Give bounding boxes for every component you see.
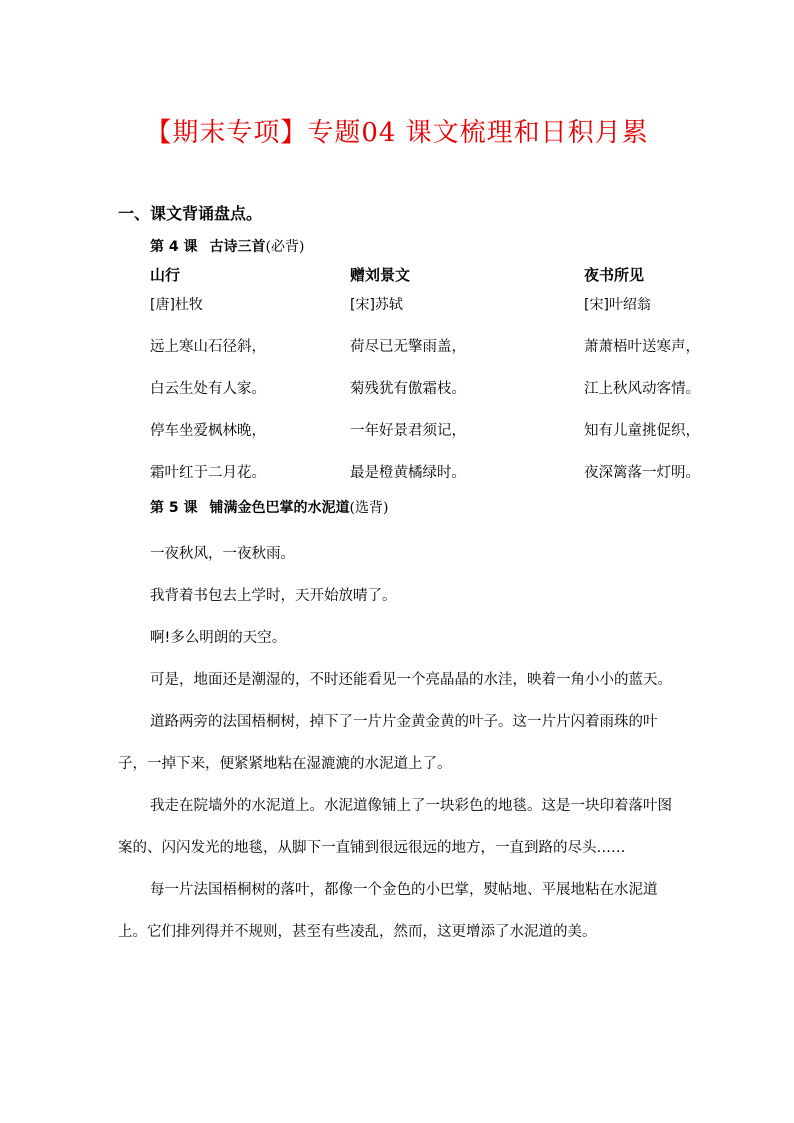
poem-line: 夜深篱落一灯明。 xyxy=(584,465,700,481)
poem-author: [宋]苏轼 xyxy=(350,297,403,313)
lesson-5-heading xyxy=(150,497,388,517)
poem-line: 江上秋风动客情。 xyxy=(584,381,700,397)
poem-author: [宋]叶绍翁 xyxy=(584,297,651,313)
paragraph: 我背着书包去上学时，天开始放晴了。 xyxy=(150,588,397,604)
paragraph: 可是，地面还是潮湿的，不时还能看见一个亮晶晶的水洼，映着一角小小的蓝天。 xyxy=(150,672,672,688)
poem-line: 菊残犹有傲霜枝。 xyxy=(350,381,466,397)
lesson-5-text xyxy=(118,533,678,953)
poem-author: [唐]杜牧 xyxy=(150,297,203,313)
paragraph: 啊!多么明朗的天空。 xyxy=(150,630,287,646)
page-title: 【期末专项】专题04 课文梳理和日积月累 xyxy=(145,118,649,148)
poem-title: 夜书所见 xyxy=(584,266,645,284)
poem-line: 萧萧梧叶送寒声， xyxy=(584,339,700,355)
poem-line: 一年好景君须记， xyxy=(350,423,466,439)
paragraph: 我走在院墙外的水泥道上。水泥道像铺上了一块彩色的地毯。这是一块印着落叶图案的、闪闪发光的地毯，从脚下一直铺到很远很远的地方，一直到路的尽头…… xyxy=(118,798,672,856)
poem-line: 荷尽已无擎雨盖， xyxy=(350,339,466,355)
poem-line: 知有儿童挑促织， xyxy=(584,423,700,439)
poem-ye-shu-suo-jian xyxy=(584,264,700,504)
poem-line: 停车坐爱枫林晚， xyxy=(150,423,266,439)
poem-zeng-liu-jingwen xyxy=(350,264,466,504)
lesson-4-heading xyxy=(150,236,304,256)
lesson-5-name: 铺满金色巴掌的水泥道 xyxy=(209,500,350,516)
lesson-5-number: 第 5 课 xyxy=(150,500,198,516)
lesson-5-note: (选背) xyxy=(349,500,389,516)
poem-line: 霜叶红于二月花。 xyxy=(150,465,266,481)
poem-line: 最是橙黄橘绿时。 xyxy=(350,465,466,481)
lesson-4-note: (必背) xyxy=(265,239,305,255)
paragraph: 每一片法国梧桐树的落叶，都像一个金色的小巴掌，熨帖地、平展地粘在水泥道上。它们排列得并不规则，甚至有些凌乱，然而，这更增添了水泥道的美。 xyxy=(118,882,658,940)
poem-shanxing xyxy=(150,264,266,504)
poem-line: 远上寒山石径斜， xyxy=(150,339,266,355)
lesson-4-name: 古诗三首 xyxy=(209,239,266,255)
lesson-4-number: 第 4 课 xyxy=(150,239,198,255)
section-heading: 一、课文背诵盘点。 xyxy=(118,204,263,223)
poem-line: 白云生处有人家。 xyxy=(150,381,266,397)
poem-title: 山行 xyxy=(150,266,181,284)
poem-title: 赠刘景文 xyxy=(350,266,411,284)
paragraph: 道路两旁的法国梧桐树，掉下了一片片金黄金黄的叶子。这一片片闪着雨珠的叶子，一掉下来，便紧紧地粘在湿漉漉的水泥道上了。 xyxy=(118,714,658,772)
paragraph: 一夜秋风，一夜秋雨。 xyxy=(150,546,295,562)
